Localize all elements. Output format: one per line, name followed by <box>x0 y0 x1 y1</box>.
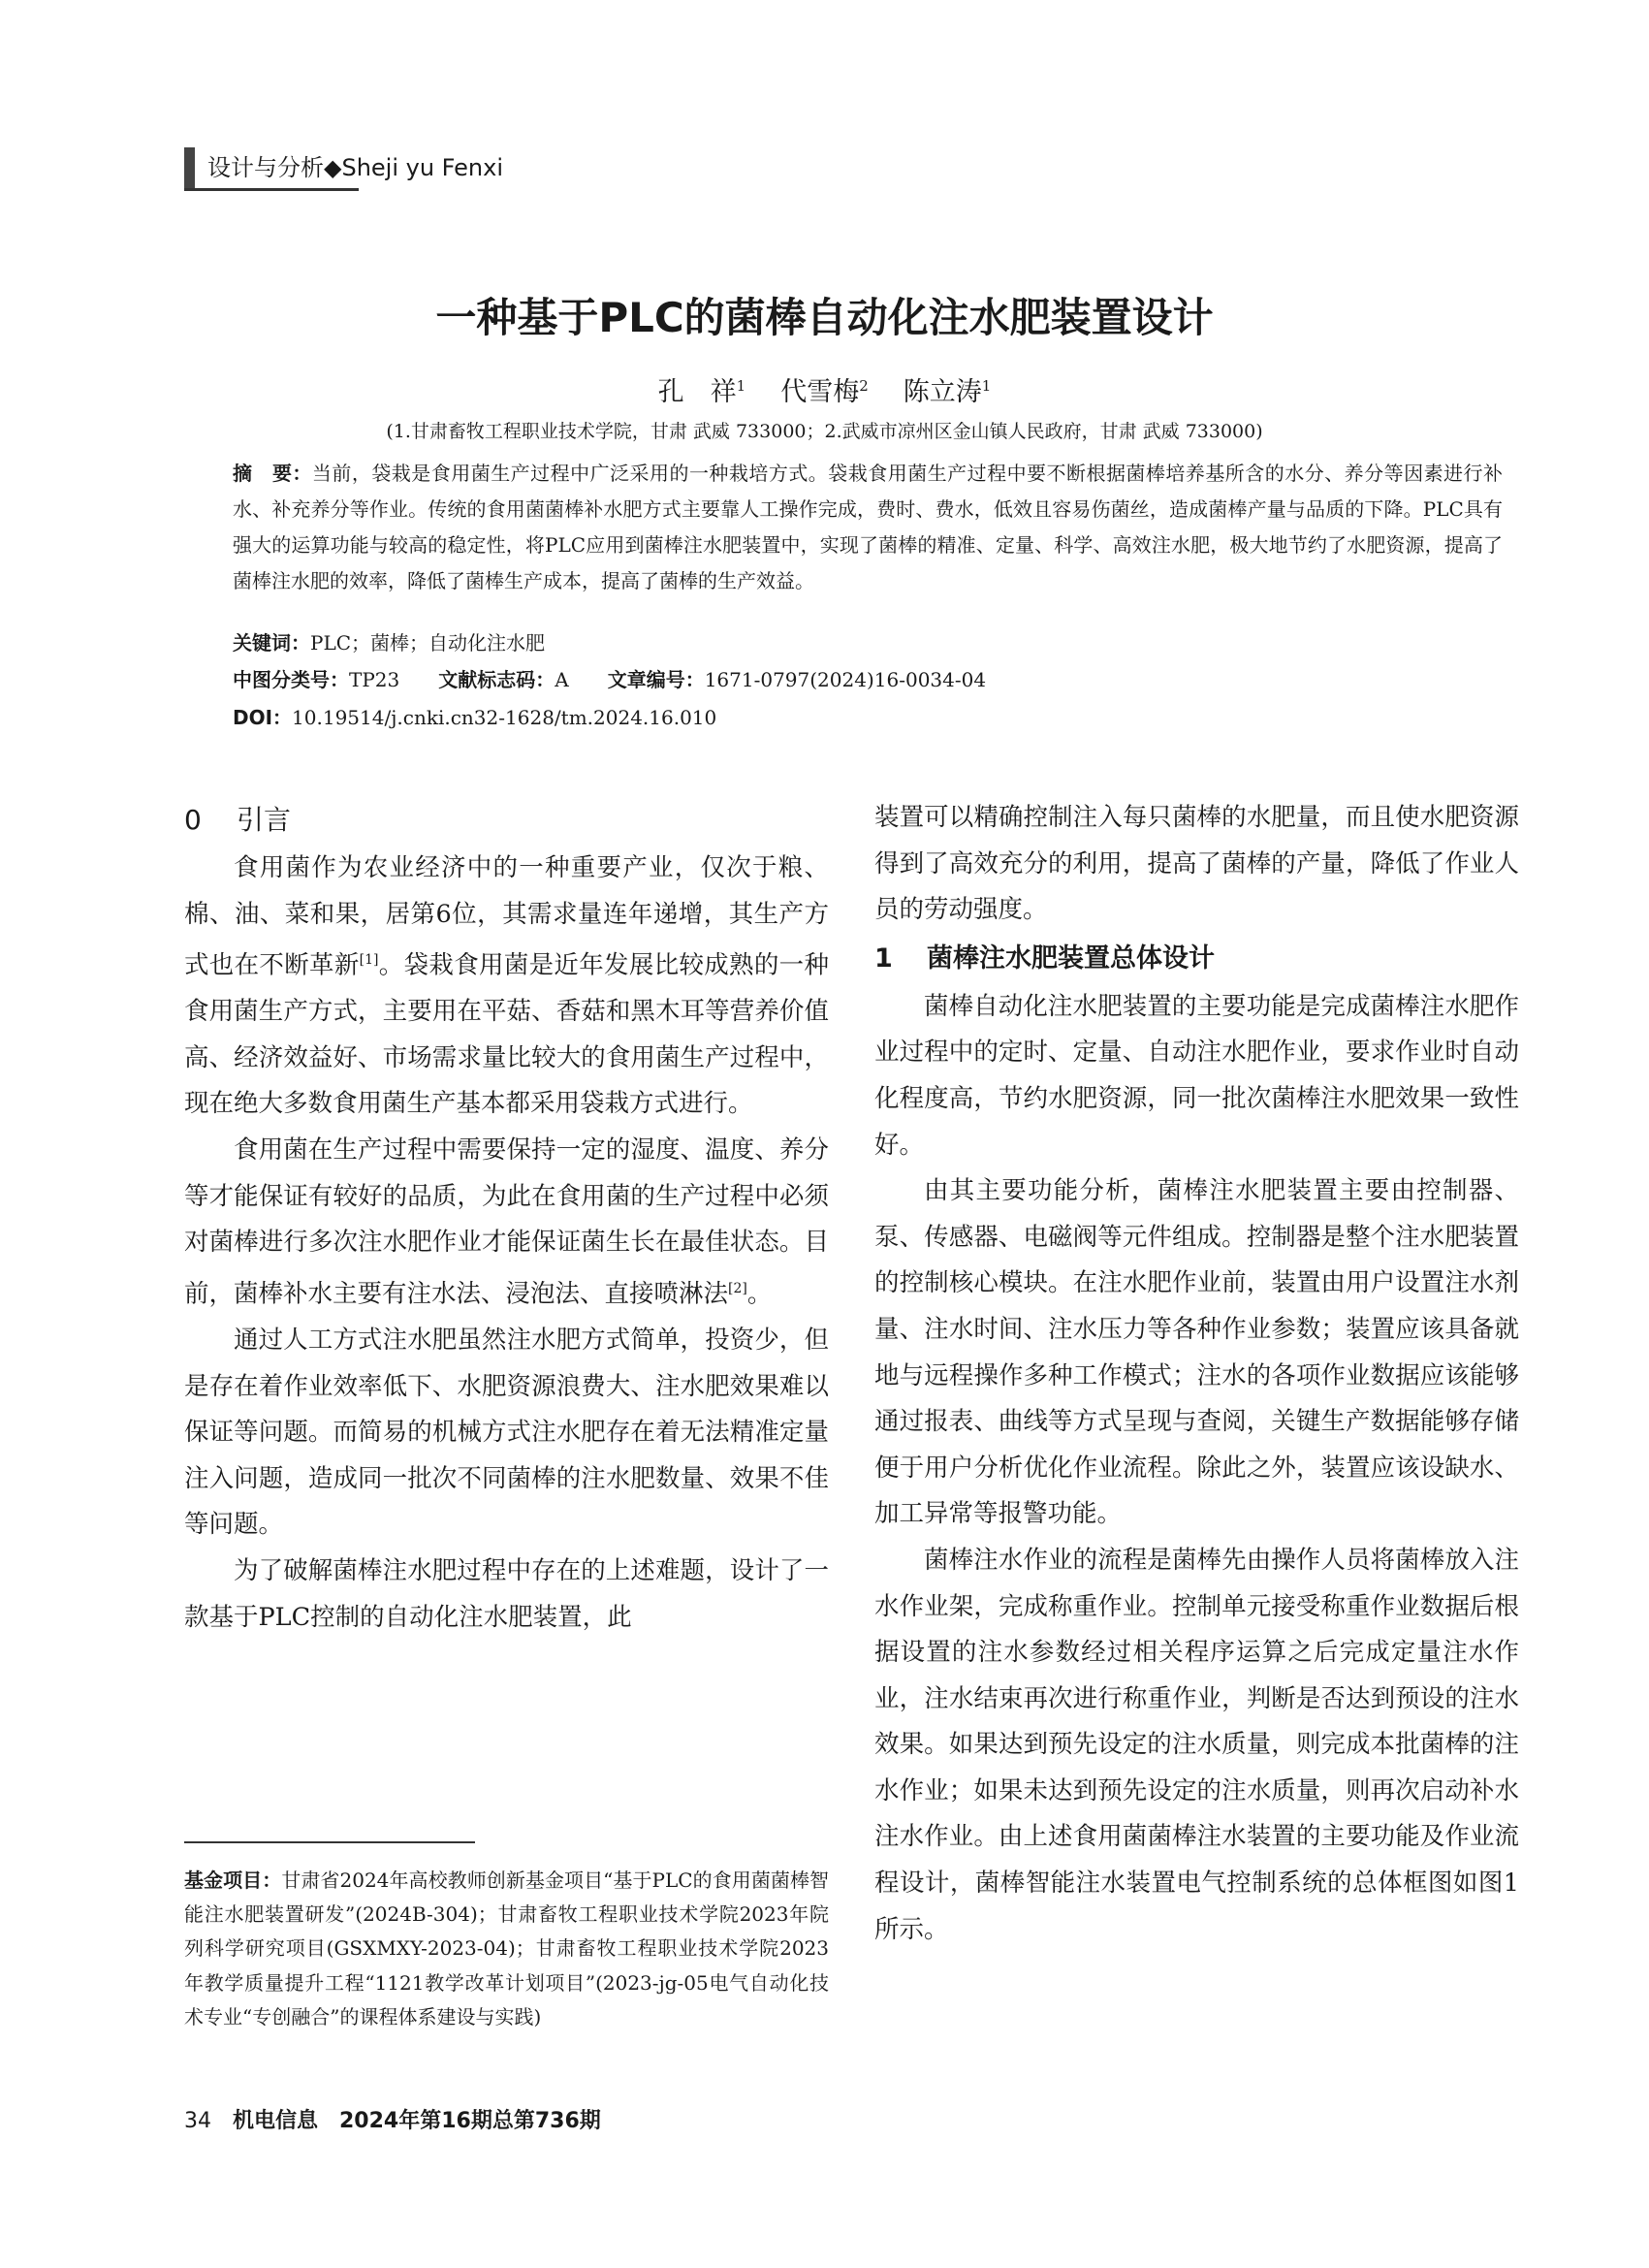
section-heading-design <box>874 934 1519 984</box>
body-paragraph: 菌棒注水作业的流程是菌棒先由操作人员将菌棒放入注水作业架，完成称重作业。控制单元接受称重作业数据后根据设置的注水参数经过相关程序运算之后完成定量注水作业，注水结束再次进行称重作业，判断是否达到预设的注水效果。如果达到预先设定的注水质量，则完成本批菌棒的注水作业；如果未达到预先设定的注水质量，则再次启动补水注水作业。由上述食用菌菌棒注水装置的主要功能及作业流程设计，菌棒智能注水装置电气控制系统的总体框图如图1所示。 <box>874 1545 1519 1944</box>
author-name: 孔 祥 <box>657 377 737 407</box>
author-affil-mark: 1 <box>736 377 746 395</box>
left-column <box>184 795 829 1641</box>
author-list <box>0 367 1649 412</box>
citation-ref: [1] <box>359 952 379 969</box>
right-column <box>874 795 1519 1953</box>
doc-code-value: A <box>555 668 569 691</box>
affiliation: (1.甘肃畜牧工程职业技术学院，甘肃 武威 733000；2.武威市凉州区金山镇人民政府，甘肃 武威 733000) <box>386 421 1263 442</box>
section-title: 菌棒注水肥装置总体设计 <box>927 942 1215 974</box>
doi-label: DOI： <box>233 706 293 729</box>
running-header: 设计与分析◆Sheji yu Fenxi <box>207 154 504 181</box>
clc-label: 中图分类号： <box>233 668 349 691</box>
page-footer <box>184 2107 601 2136</box>
author-name: 陈立涛 <box>903 377 982 407</box>
body-paragraph: 通过人工方式注水肥虽然注水肥方式简单，投资少，但是存在着作业效率低下、水肥资源浪费大、注水肥效果难以保证等问题。而简易的机械方式注水肥存在着无法精准定量注入问题，造成同一批次不同菌棒的注水肥数量、效果不佳等问题。 <box>184 1325 829 1540</box>
body-paragraph <box>184 1128 829 1318</box>
header-underline <box>184 188 359 191</box>
clc-value: TP23 <box>349 668 400 691</box>
doi-value: 10.19514/j.cnki.cn32-1628/tm.2024.16.010 <box>292 706 717 729</box>
footnote-label: 基金项目： <box>184 1869 282 1892</box>
funding-footnote <box>184 1864 829 2034</box>
author-affil-mark: 2 <box>859 377 869 395</box>
doc-code-label: 文献标志码： <box>438 668 555 691</box>
abstract <box>233 456 1503 599</box>
footnote-text: 甘肃省2024年高校教师创新基金项目“基于PLC的食用菌菌棒智能注水肥装置研发”(2024B-304)；甘肃畜牧工程职业技术学院2023年院列科学研究项目(GSXMXY-2023-04)；甘肃畜牧工程职业技术学院2023年教学质量提升工程“1121教学改革计划项目”(2023-jg-05电气自动化技术专业“专创融合”的课程体系建设与实践) <box>184 1869 829 2028</box>
footnote-rule <box>184 1841 475 1843</box>
paragraph-text: 。 <box>746 1279 773 1309</box>
page-number: 34 <box>184 2109 211 2133</box>
abstract-text: 当前，袋栽是食用菌生产过程中广泛采用的一种栽培方式。袋栽食用菌生产过程中要不断根据菌棒培养基所含的水分、养分等因素进行补水、补充养分等作业。传统的食用菌菌棒补水肥方式主要靠人工操作完成，费时、费水，低效且容易伤菌丝，造成菌棒产量与品质的下降。PLC具有强大的运算功能与较高的稳定性，将PLC应用到菌棒注水肥装置中，实现了菌棒的精准、定量、科学、高效注水肥，极大地节约了水肥资源，提高了菌棒注水肥的效率，降低了菌棒生产成本，提高了菌棒的生产效益。 <box>233 462 1504 592</box>
abstract-label: 摘 要： <box>233 462 312 485</box>
keywords-label: 关键词： <box>233 631 310 655</box>
body-paragraph: 装置可以精确控制注入每只菌棒的水肥量，而且使水肥资源得到了高效充分的利用，提高了菌棒的产量，降低了作业人员的劳动强度。 <box>874 803 1519 925</box>
paragraph-text: 食用菌作为农业经济中的一种重要产业，仅次于粮、棉、油、菜和果，居第6位，其需求量连年递增，其生产方式也在不断革新 <box>184 853 829 980</box>
article-no-value: 1671-0797(2024)16-0034-04 <box>704 668 987 691</box>
author-affil-mark: 1 <box>981 377 992 395</box>
body-paragraph: 由其主要功能分析，菌棒注水肥装置主要由控制器、泵、传感器、电磁阀等元件组成。控制器是整个注水肥装置的控制核心模块。在注水肥作业前，装置由用户设置注水剂量、注水时间、注水压力等各种作业参数；装置应该具备就地与远程操作多种工作模式；注水的各项作业数据应该能够通过报表、曲线等方式呈现与查阅，关键生产数据能够存储便于用户分析优化作业流程。除此之外，装置应该设缺水、加工异常等报警功能。 <box>874 1176 1519 1529</box>
doi <box>233 700 1503 736</box>
section-number: 1 <box>874 942 893 974</box>
citation-ref: [2] <box>728 1280 747 1296</box>
paragraph-text: 。袋栽食用菌是近年发展比较成熟的一种食用菌生产方式，主要用在平菇、香菇和黑木耳等营养价值高、经济效益好、市场需求量比较大的食用菌生产过程中，现在绝大多数食用菌生产基本都采用袋栽方式进行。 <box>184 950 829 1119</box>
paragraph-text: 食用菌在生产过程中需要保持一定的湿度、温度、养分等才能保证有较好的品质，为此在食用菌的生产过程中必须对菌棒进行多次注水肥作业才能保证菌生长在最佳状态。目前，菌棒补水主要有注水法、浸泡法、直接喷淋法 <box>184 1135 829 1309</box>
header-marker-bar <box>184 147 195 188</box>
body-paragraph: 为了破解菌棒注水肥过程中存在的上述难题，设计了一款基于PLC控制的自动化注水肥装置，此 <box>184 1555 829 1632</box>
keywords <box>233 625 1503 661</box>
classification-meta <box>233 662 1503 698</box>
section-number: 0 <box>184 804 202 836</box>
keywords-text: PLC；菌棒；自动化注水肥 <box>310 631 546 655</box>
body-paragraph <box>184 846 829 1128</box>
journal-issue: 机电信息 2024年第16期总第736期 <box>233 2109 601 2133</box>
article-no-label: 文章编号： <box>607 668 705 691</box>
section-heading-intro <box>184 795 829 846</box>
paper-title: 一种基于PLC的菌棒自动化注水肥装置设计 <box>435 294 1214 341</box>
author-name: 代雪梅 <box>780 377 860 407</box>
section-title: 引言 <box>237 804 292 836</box>
body-paragraph: 菌棒自动化注水肥装置的主要功能是完成菌棒注水肥作业过程中的定时、定量、自动注水肥作业，要求作业时自动化程度高，节约水肥资源，同一批次菌棒注水肥效果一致性好。 <box>874 991 1519 1160</box>
